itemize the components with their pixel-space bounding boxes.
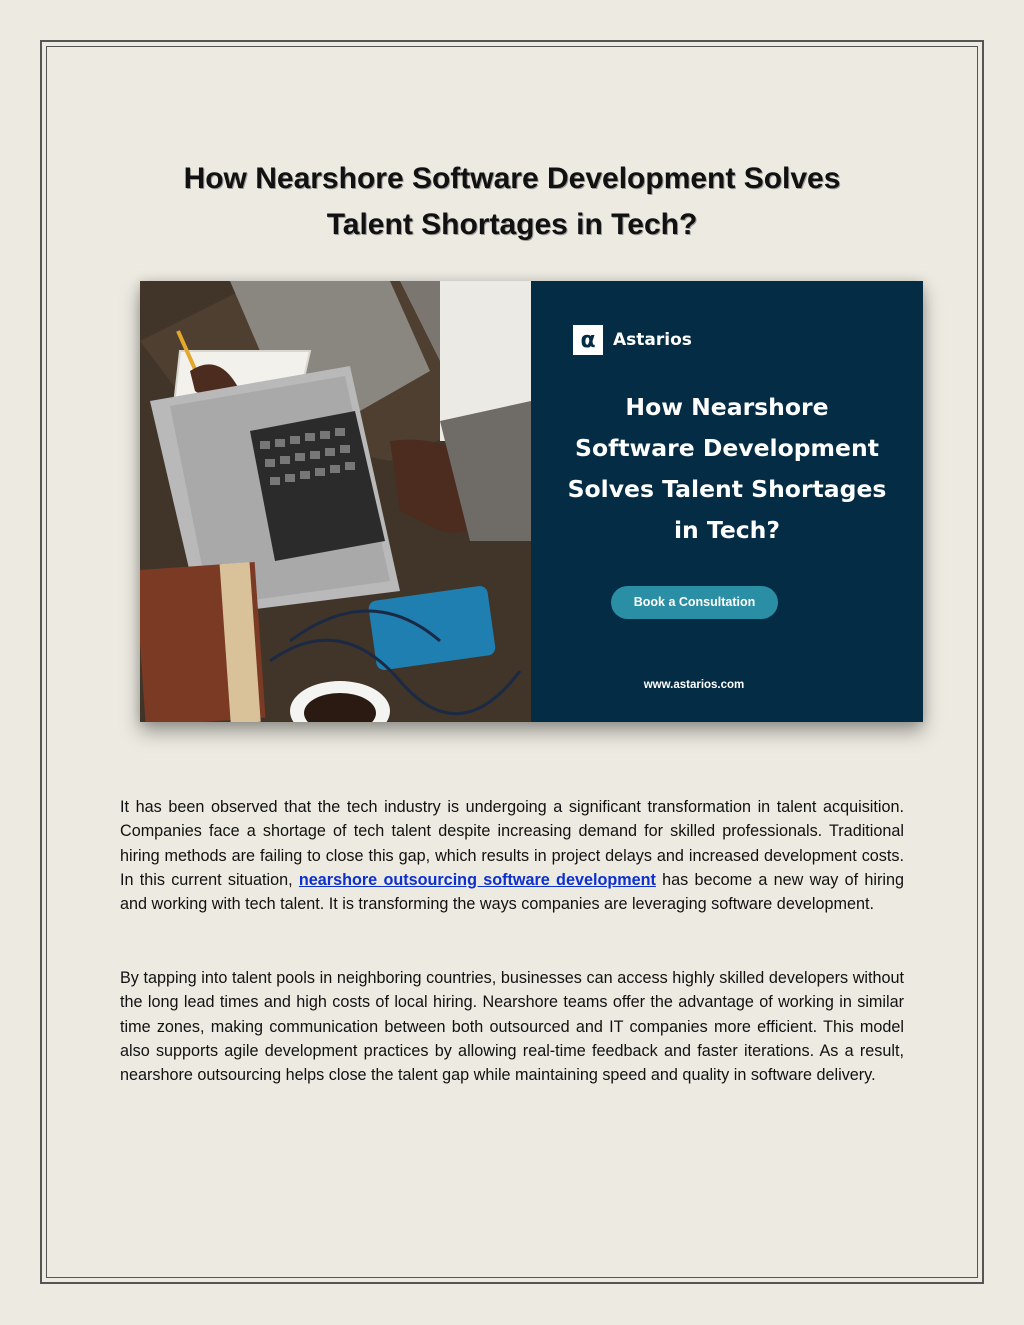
title-line-2: Talent Shortages in Tech?: [326, 208, 698, 241]
hero-promo-panel: [531, 281, 923, 722]
website-url: www.astarios.com: [643, 679, 745, 691]
workspace-photo: [140, 281, 531, 722]
brand-logo: [573, 325, 692, 355]
alpha-logo-icon: α: [573, 325, 603, 355]
second-paragraph: By tapping into talent pools in neighboring countries, businesses can access highly skilled developers without the long lead times and high costs of local hiring. Nearshore teams offer the advantage of working in similar time zones, making communication between both outsourced and IT companies more efficient. This model also supports agile development practices by allowing real-time feedback and faster iterations. As a result, nearshore outsourcing helps close the talent gap while maintaining speed and quality in software delivery.: [120, 969, 904, 1085]
intro-text-after-link: has become a new way of hiring and working with tech talent. It is transforming the ways companies are leveraging software development.: [120, 870, 904, 914]
title-line-1: How Nearshore Software Development Solves: [183, 162, 841, 195]
promo-headline-line: Solves Talent Shortages: [567, 475, 887, 503]
brand-name: Astarios: [613, 330, 692, 350]
nearshore-outsourcing-link[interactable]: nearshore outsourcing software development: [298, 870, 656, 889]
document-title: [100, 156, 924, 248]
intro-text-before-link: It has been observed that the tech industry is undergoing a significant transformation in talent acquisition. Companies face a shortage of tech talent despite increasing demand for skilled professionals. Traditional hiring methods are failing to close this gap, which results in project delays and increased development costs. In this current situation,: [120, 798, 904, 889]
promo-headline-line: How Nearshore: [625, 393, 829, 421]
promo-headline: [541, 387, 913, 551]
promo-headline-line: Software Development: [575, 434, 879, 462]
intro-paragraph: [120, 795, 904, 916]
book-consultation-button: Book a Consultation: [611, 586, 778, 619]
promo-headline-line: in Tech?: [673, 516, 781, 544]
hero-banner-image: [140, 281, 923, 722]
